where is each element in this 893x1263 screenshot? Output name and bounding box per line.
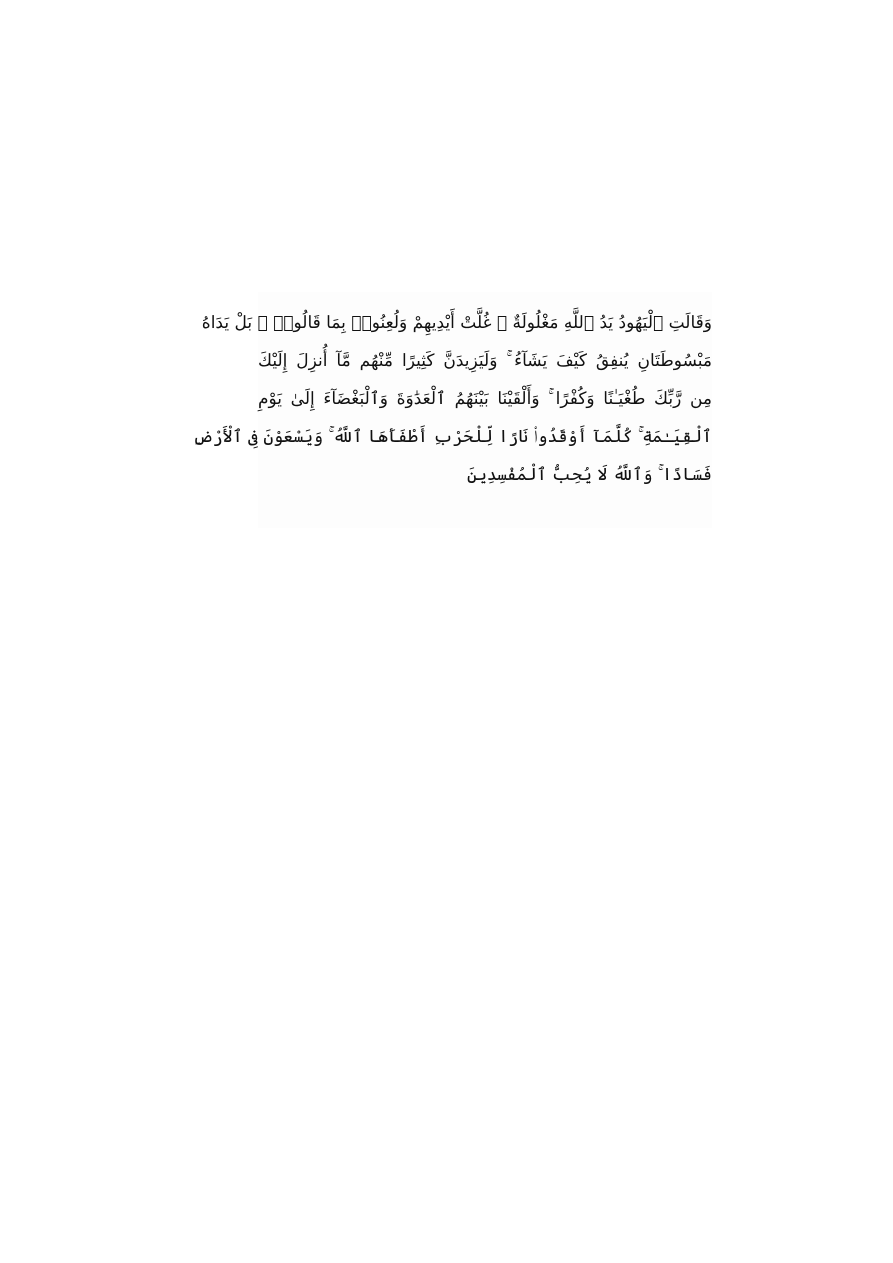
verse-line: فَسَادًا ۚ وَٱللَّهُ لَا يُحِبُّ ٱلْمُفْسِدِينَ	[466, 465, 712, 485]
verse-line: مَبْسُوطَتَانِ يُنفِقُ كَيْفَ يَشَآءُ ۚ وَلَيَزِيدَنَّ كَثِيرًا مِّنْهُم مَّآ أُنزِلَ إِلَيْكَ	[258, 351, 712, 371]
verse-line: مِن رَّبِّكَ طُغْيَـٰنًا وَكُفْرًا ۚ وَأَلْقَيْنَا بَيْنَهُمُ ٱلْعَدَٰوَةَ وَٱلْبَغْضَآءَ إِلَىٰ يَوْمِ	[258, 389, 712, 409]
verse-line: ٱلْقِيَـٰمَةِ ۚ كُلَّمَآ أَوْقَدُوا۟ نَارًا لِّلْحَرْبِ أَطْفَأَهَا ٱللَّهُ ۚ وَيَسْعَوْنَ فِى ٱلْأَرْضِ	[192, 427, 712, 447]
verse-line: وَقَالَتِ ٱلْيَهُودُ يَدُ ٱللَّهِ مَغْلُولَةٌ ۚ غُلَّتْ أَيْدِيهِمْ وَلُعِنُوا۟ بِمَا قَالُوا۟ ۘ بَلْ يَدَاهُ	[201, 313, 712, 333]
quran-verse-block	[192, 292, 712, 528]
